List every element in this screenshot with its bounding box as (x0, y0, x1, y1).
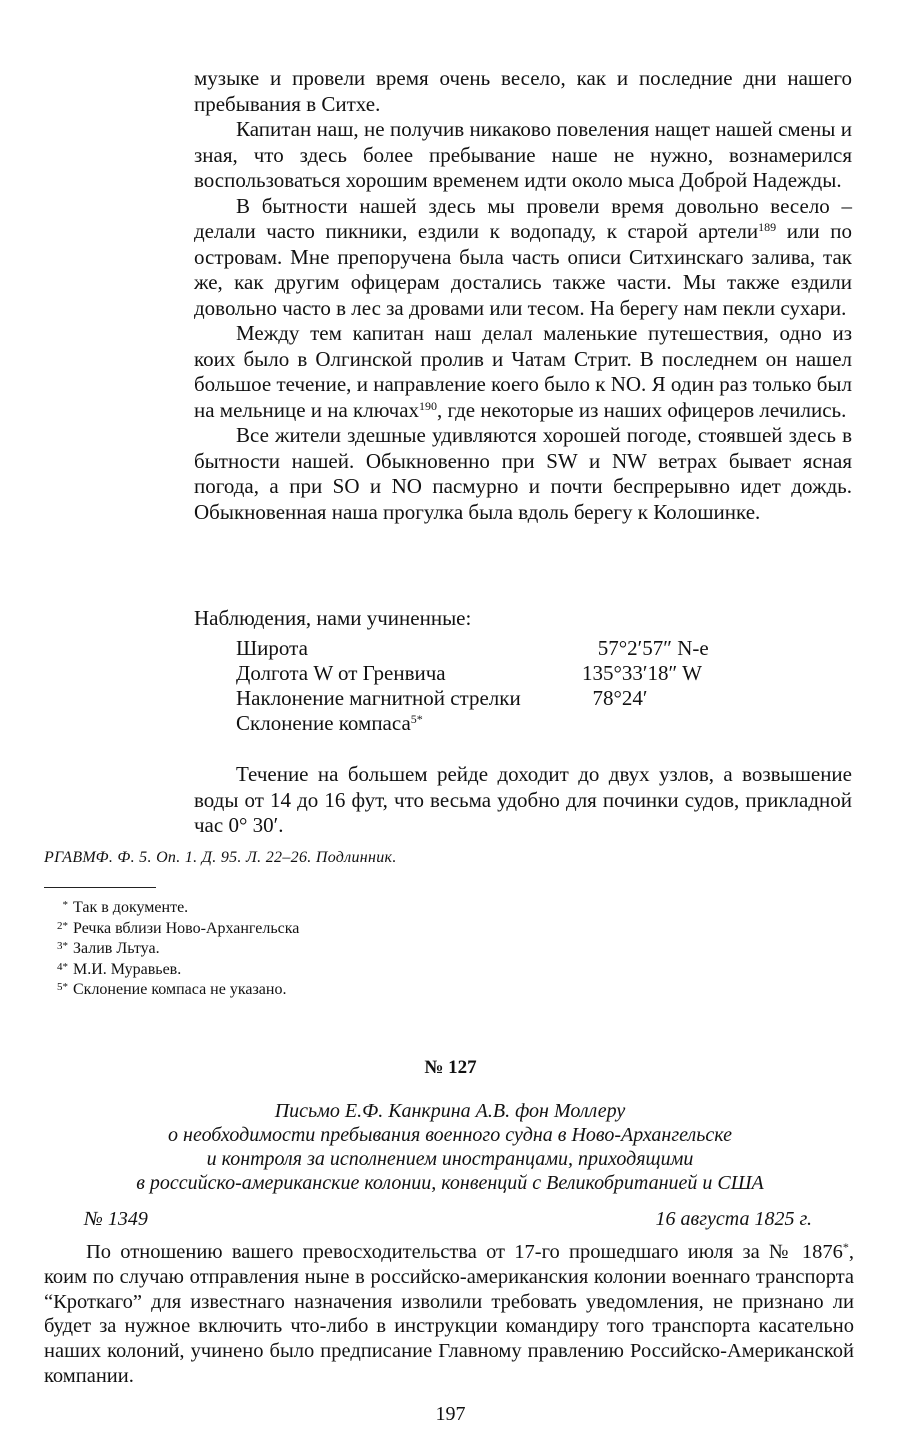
observation-label: Долгота W от Гренвича (236, 661, 446, 685)
paragraph-2: Капитан наш, не получив никаково повеления нащет нашей смены и зная, что здесь более пребывание наше не нужно, вознамерился воспользоваться хорошим временем идти около мыса Доброй Надежды. (194, 117, 852, 192)
outgoing-number: № 1349 (84, 1208, 148, 1230)
observation-label (236, 711, 582, 736)
document-title (40, 1099, 860, 1195)
observation-label: Широта (236, 636, 308, 660)
observations-heading: Наблюдения, нами учиненные: (194, 606, 472, 630)
footnote-text: Склонение компаса не указано. (73, 981, 287, 998)
footnote (48, 980, 299, 1001)
letter-text: По отношению вашего превосходительства от 17-го прошедшаго июля за № 1876 (86, 1241, 843, 1263)
document-title-line: в российско-американские колонии, конвенций с Великобританией и США (136, 1172, 764, 1194)
letter-paragraph (44, 1240, 854, 1389)
document-meta (84, 1208, 812, 1231)
footnote (48, 898, 299, 919)
footnote-text: М.И. Муравьев. (73, 960, 182, 978)
page-number: 197 (435, 1403, 466, 1425)
footnote-mark: 5* (57, 981, 68, 993)
observation-row (236, 711, 709, 736)
paragraph-current: Течение на большем рейде доходит до двух узлов, а возвышение воды от 14 до 16 фут, что весьма удобно для починки судов, прикладной час 0° 30′. (194, 762, 852, 837)
paragraph-3 (194, 194, 852, 322)
paragraph-3-text: В бытности нашей здесь мы провели время довольно весело – делали часто пикники, ездили к водопаду, к старой артели (194, 193, 852, 243)
document-number: № 127 (424, 1057, 477, 1078)
footnote-mark: * (62, 899, 68, 911)
paragraph-4-text-cont: , где некоторые из наших офицеров лечились. (437, 397, 847, 422)
observation-label-text: Склонение компаса (236, 711, 411, 735)
observation-value: 57°2′57″ N-е (582, 636, 709, 660)
footnote-ref-189: 189 (758, 220, 777, 234)
footnote-mark: 2* (57, 919, 68, 932)
observations-table (236, 636, 709, 736)
observation-value: 78°24′ (582, 686, 648, 710)
document-title-line: Письмо Е.Ф. Канкрина А.В. фон Моллеру (274, 1100, 626, 1122)
footnote (48, 919, 299, 940)
footnote (48, 960, 299, 981)
observation-row (236, 686, 709, 711)
paragraph-5: Все жители здешные удивляются хорошей погоде, стоявшей здесь в бытности нашей. Обыкновенно при SW и NW ветрах бывает ясная погода, а при SO и NO пасмурно и почти беспрерывно идет дождь. Обыкновенная наша прогулка была вдоль берегу к Колошинке. (194, 423, 852, 524)
footnote-ref-star: * (842, 1240, 849, 1254)
observations-heading-wrap (194, 606, 852, 632)
paragraph-4-text: Между тем капитан наш делал маленькие путешествия, одно из коих было в Олгинской пролив и Чатам Стрит. В последнем он нашел большое течение, и направление коего было к NO. Я один раз только был на мельнице и на ключах (194, 321, 852, 422)
footnote-divider (44, 887, 156, 888)
paragraph-1: музыке и провели время очень весело, как и последние дни нашего пребывания в Ситхе. (194, 66, 852, 116)
document-title-line: и контроля за исполнением иностранцами, приходящими (206, 1148, 694, 1170)
observation-row (236, 636, 709, 661)
observation-row (236, 661, 709, 686)
footnote-mark: 3* (57, 940, 68, 952)
footnote-mark: 4* (57, 960, 68, 973)
main-text-column (194, 66, 852, 525)
footnote-text: Речка вблизи Ново-Архангельска (73, 919, 300, 937)
footnote-text: Так в документе. (73, 899, 189, 916)
footnote-text: Залив Льтуа. (73, 940, 160, 957)
current-paragraph-wrap (194, 762, 852, 839)
letter-body (44, 1240, 854, 1389)
document-title-line: о необходимости пребывания военного судна в Ново-Архангельске (168, 1124, 732, 1146)
paragraph-4 (194, 321, 852, 423)
observation-value: 135°33′18″ W (582, 661, 702, 685)
archive-source: РГАВМФ. Ф. 5. Оп. 1. Д. 95. Л. 22–26. Подлинник. (44, 849, 397, 866)
document-date: 16 августа 1825 г. (655, 1208, 812, 1230)
footnote-ref-190: 190 (419, 398, 438, 413)
footnotes (48, 898, 299, 1001)
footnote-ref-5: 5* (410, 712, 423, 726)
observation-label: Наклонение магнитной стрелки (236, 686, 521, 710)
paragraph-3-text-cont: или по островам. Мне препоручена была часть описи Ситхинскаго залива, так же, как другим офицерам достались также части. Мы также ездили довольно часто в лес за дровами или тесом. На берегу нам пекли сухари. (194, 219, 852, 320)
letter-text-cont: , коим по случаю отправления ныне в российско-американския колонии военнаго транспорта “Кроткаго” для известнаго назначения изволили требовать уведомления, не признано ли будет за нужное включить что-либо в инструкции командиру того транспорта касательно наших колоний, учинено было предписание Главному правлению Российско-Американской компании. (44, 1241, 854, 1387)
footnote (48, 939, 299, 960)
